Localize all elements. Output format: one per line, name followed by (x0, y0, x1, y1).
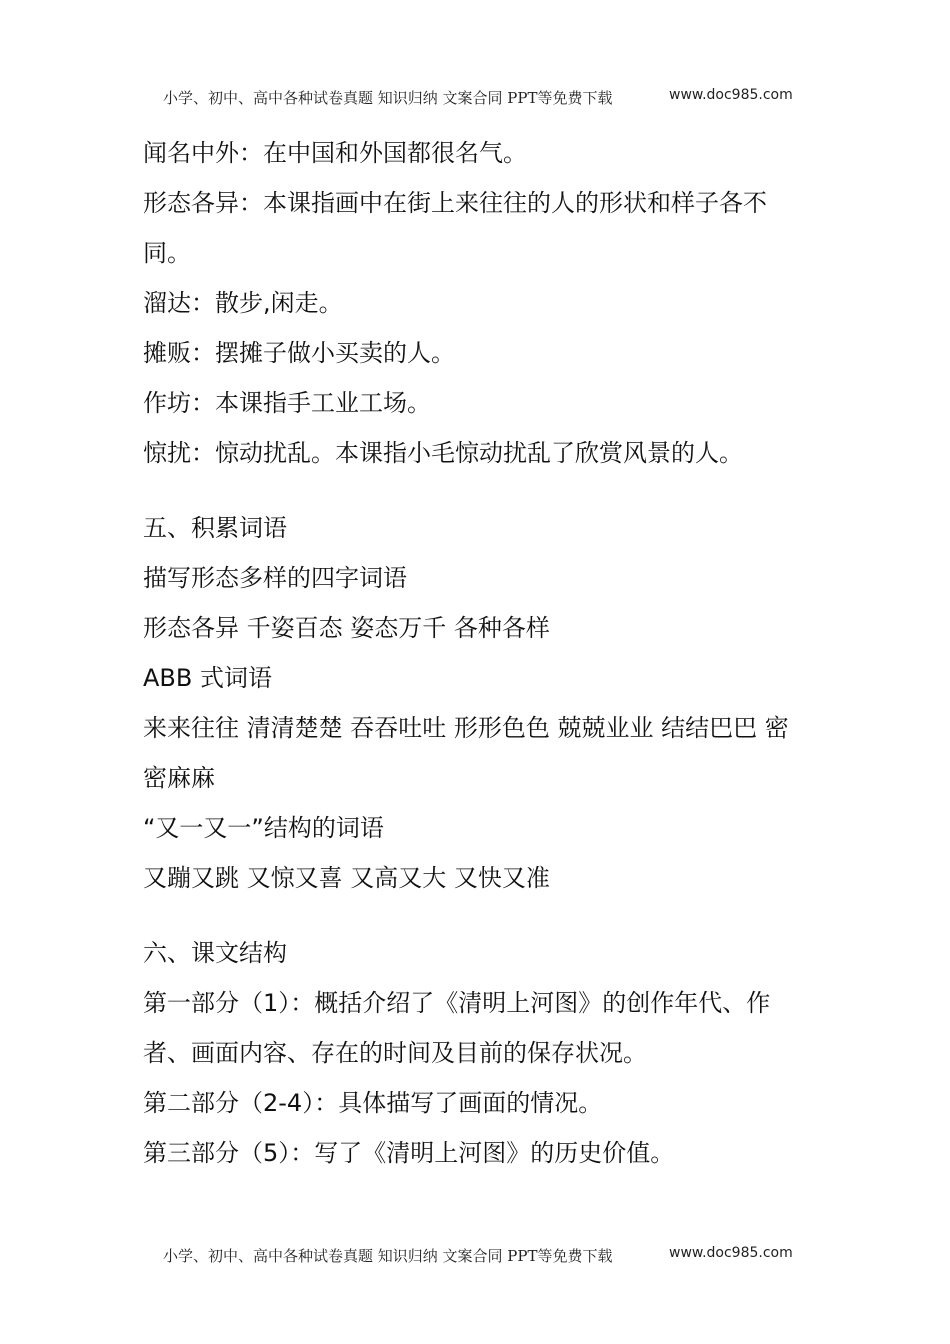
definition-line: 摊贩：摆摊子做小买卖的人。 (143, 339, 455, 367)
definition-line: 闻名中外：在中国和外国都很名气。 (143, 139, 527, 167)
section5-line: 形态各异 千姿百态 姿态万千 各种各样 (143, 614, 550, 642)
section6-line: 第三部分（5）：写了《清明上河图》的历史价值。 (143, 1139, 675, 1167)
footer-text: 小学、初中、高中各种试卷真题 知识归纳 文案合同 PPT等免费下载 (163, 1247, 613, 1265)
section-heading-6: 六、课文结构 (143, 939, 287, 967)
definition-line: 溜达：散步,闲走。 (143, 289, 343, 317)
section5-line: 密麻麻 (143, 764, 215, 792)
section6-line: 第一部分（1）：概括介绍了《清明上河图》的创作年代、作 (143, 989, 771, 1017)
section-gap (143, 478, 823, 503)
definition-line: 作坊：本课指手工业工场。 (143, 389, 431, 417)
header-text: 小学、初中、高中各种试卷真题 知识归纳 文案合同 PPT等免费下载 (163, 89, 613, 107)
definition-line: 同。 (143, 239, 191, 267)
document-body (143, 128, 823, 1178)
section6-line: 者、画面内容、存在的时间及目前的保存状况。 (143, 1039, 647, 1067)
section5-line: 描写形态多样的四字词语 (143, 564, 407, 592)
definition-line: 形态各异：本课指画中在街上来往往的人的形状和样子各不 (143, 189, 767, 217)
section5-line: 又蹦又跳 又惊又喜 又高又大 又快又准 (143, 864, 550, 892)
section5-line: ABB 式词语 (143, 664, 272, 692)
section-heading-5: 五、积累词语 (143, 514, 287, 542)
footer-url: www.doc985.com (669, 1245, 793, 1261)
section5-line: 来来往往 清清楚楚 吞吞吐吐 形形色色 兢兢业业 结结巴巴 密 (143, 714, 789, 742)
definition-line: 惊扰：惊动扰乱。本课指小毛惊动扰乱了欣赏风景的人。 (143, 439, 743, 467)
header-url: www.doc985.com (669, 87, 793, 103)
section-gap (143, 903, 823, 928)
section5-line: “又一又一”结构的词语 (143, 814, 384, 842)
section6-line: 第二部分（2-4）：具体描写了画面的情况。 (143, 1089, 603, 1117)
